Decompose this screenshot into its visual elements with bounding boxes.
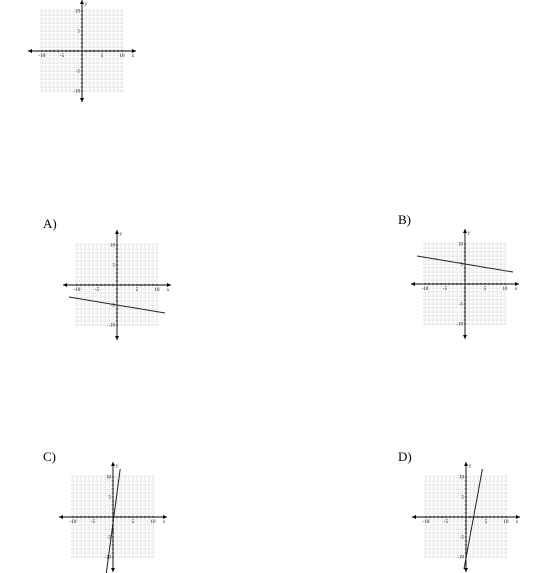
y-axis-label: y (116, 464, 119, 469)
y-tick-label: -10 (456, 322, 463, 328)
x-tick-label: 10 (150, 520, 156, 525)
y-arrow-down (463, 335, 467, 339)
choice-d-graph (412, 462, 526, 573)
y-arrow-down (111, 568, 115, 572)
y-tick-label: 10 (110, 243, 115, 249)
x-axis-label: x (162, 520, 166, 525)
y-tick-label: -5 (458, 302, 463, 308)
x-tick-label: 5 (100, 54, 104, 59)
y-tick-label: -10 (104, 555, 111, 561)
question-graph (26, 0, 140, 108)
y-arrow-up (80, 0, 84, 4)
x-tick-label: -10 (422, 520, 430, 525)
axes (411, 229, 519, 339)
y-tick-label: -5 (110, 303, 115, 309)
y-tick-label: 10 (75, 9, 80, 15)
x-tick-label: 10 (119, 54, 125, 59)
x-arrow-left (63, 283, 67, 287)
y-axis-label: y (468, 231, 471, 236)
x-tick-label: -10 (69, 520, 77, 525)
x-tick-label: 5 (131, 520, 135, 525)
x-arrow-left (59, 515, 63, 519)
y-tick-label: -5 (75, 69, 80, 75)
x-arrow-right (132, 49, 136, 53)
x-tick-label: 10 (154, 288, 160, 293)
y-tick-label: -5 (106, 535, 111, 541)
y-tick-label: 10 (459, 475, 464, 481)
axes (63, 230, 171, 340)
y-tick-label: 5 (461, 495, 464, 501)
x-tick-label: -10 (38, 54, 46, 59)
x-arrow-left (412, 515, 416, 519)
y-arrow-down (115, 336, 119, 340)
y-tick-label: 10 (458, 242, 463, 248)
choice-b-graph (412, 228, 526, 340)
x-tick-label: 10 (503, 520, 509, 525)
choice-c-graph (60, 462, 174, 573)
choice-d-label: D) (398, 449, 412, 464)
choice-c-label: C) (43, 449, 56, 464)
y-tick-label: 5 (112, 263, 115, 269)
y-arrow-up (111, 462, 115, 466)
x-axis-label: x (515, 520, 519, 525)
x-axis-label: x (166, 288, 170, 293)
choice-a-graph (60, 228, 174, 340)
x-tick-label: -5 (443, 520, 449, 525)
x-tick-label: 10 (502, 287, 508, 292)
y-axis-label: y (469, 464, 472, 469)
x-tick-label: -5 (94, 288, 100, 293)
axes (59, 462, 167, 572)
y-tick-label: -10 (73, 89, 80, 95)
y-tick-label: -5 (459, 535, 464, 541)
y-tick-label: 10 (106, 475, 111, 481)
y-arrow-up (115, 230, 119, 234)
y-arrow-up (464, 462, 468, 466)
x-tick-label: 5 (484, 520, 488, 525)
x-tick-label: 5 (135, 288, 139, 293)
y-arrow-down (80, 98, 84, 102)
x-tick-label: 5 (483, 287, 487, 292)
x-arrow-right (163, 515, 167, 519)
y-axis-label: y (85, 2, 88, 7)
y-arrow-up (463, 229, 467, 233)
y-tick-label: 5 (108, 495, 111, 501)
x-tick-label: -10 (421, 287, 429, 292)
choice-a-label: A) (43, 216, 57, 231)
y-tick-label: 5 (77, 29, 80, 35)
y-tick-label: 5 (460, 262, 463, 268)
choice-b-label: B) (398, 212, 411, 227)
y-tick-label: -10 (457, 555, 464, 561)
x-axis-label: x (131, 54, 135, 59)
x-arrow-right (515, 282, 519, 286)
y-tick-label: -10 (108, 323, 115, 329)
y-axis-label: y (120, 232, 123, 237)
x-axis-label: x (514, 287, 518, 292)
x-tick-label: -5 (442, 287, 448, 292)
x-tick-label: -5 (59, 54, 65, 59)
x-arrow-left (411, 282, 415, 286)
x-arrow-right (516, 515, 520, 519)
x-tick-label: -10 (73, 288, 81, 293)
x-arrow-right (167, 283, 171, 287)
y-arrow-down (464, 568, 468, 572)
x-arrow-left (28, 49, 32, 53)
x-tick-label: -5 (90, 520, 96, 525)
